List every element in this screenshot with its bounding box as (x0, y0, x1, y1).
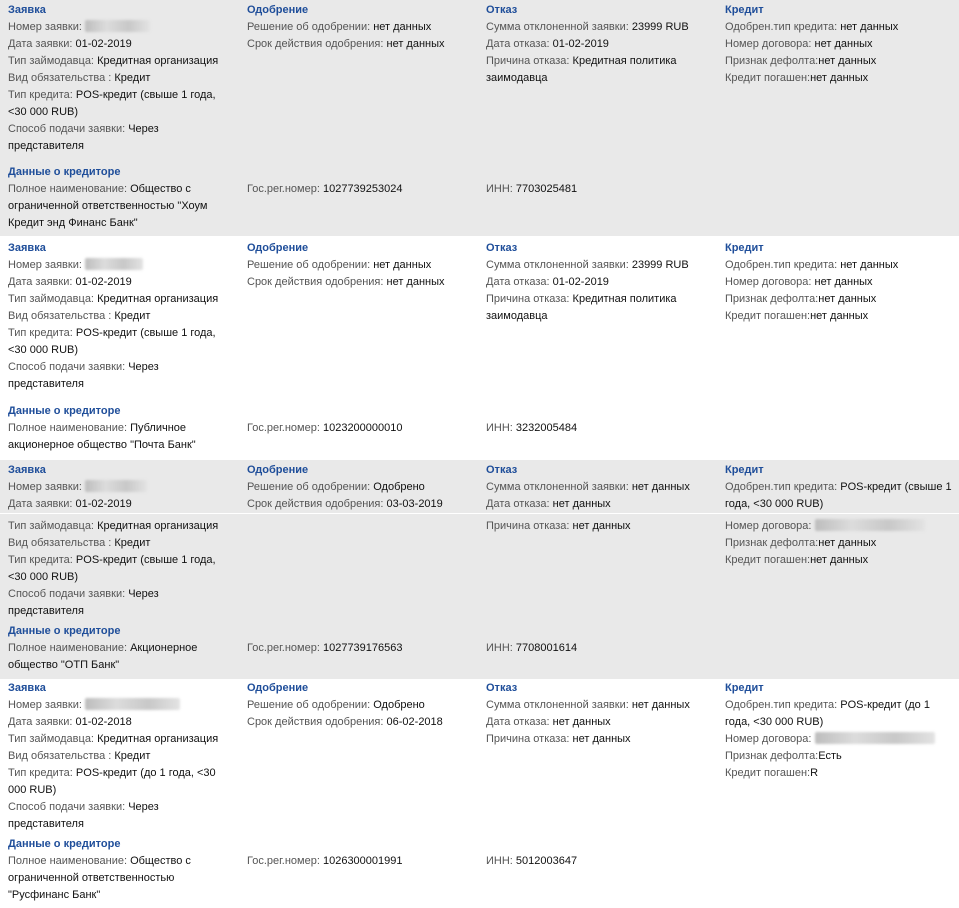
approved-credit-type: нет данных (840, 259, 899, 271)
default-flag: Есть (818, 750, 842, 762)
application-column (8, 240, 236, 393)
lender-type: Кредитная организация (97, 55, 219, 67)
inn-number: 7708001614 (515, 642, 578, 654)
application-heading: Заявка (8, 4, 46, 16)
lender-type-label: Тип займодавца: (8, 55, 94, 67)
credit-repaid-label: Кредит погашен: (725, 310, 811, 322)
credit-type: POS-кредит (свыше 1 года, <30 000 RUB) (8, 327, 216, 356)
creditor-section (8, 836, 236, 904)
creditor-section (8, 164, 236, 232)
lender-type-label: Тип займодавца: (8, 733, 94, 745)
submission-method: Через представителя (8, 801, 159, 830)
rejection-date: 01-02-2019 (552, 276, 609, 288)
approval-term: нет данных (386, 38, 445, 50)
state-reg-number: 1023200000010 (322, 422, 403, 434)
application-date: 01-02-2019 (75, 498, 132, 510)
creditor-name: Акционерное общество "ОТП Банк" (8, 642, 198, 671)
credit-heading: Кредит (725, 4, 764, 16)
redacted-application-number (85, 480, 147, 492)
credit-heading: Кредит (725, 242, 764, 254)
application-column (8, 2, 236, 155)
credit-repaid-label: Кредит погашен: (725, 767, 811, 779)
rejection-date-label: Дата отказа: (486, 498, 550, 510)
submission-method: Через представителя (8, 588, 159, 617)
creditor-name-label: Полное наименование: (8, 855, 128, 867)
credit-column (725, 680, 953, 782)
approval-column (247, 240, 475, 291)
application-heading: Заявка (8, 682, 46, 694)
approval-heading: Одобрение (247, 4, 309, 16)
contract-number-label: Номер договора: (725, 276, 812, 288)
approval-term-label: Срок действия одобрения: (247, 38, 384, 50)
submission-method: Через представителя (8, 361, 159, 390)
approved-credit-type: нет данных (840, 21, 899, 33)
obligation-kind-label: Вид обязательства : (8, 310, 112, 322)
rejection-heading: Отказ (486, 4, 518, 16)
credit-type-label: Тип кредита: (8, 89, 73, 101)
approval-heading: Одобрение (247, 682, 309, 694)
credit-repaid: нет данных (810, 72, 869, 84)
rejection-reason: нет данных (572, 520, 631, 532)
approval-term: 03-03-2019 (386, 498, 443, 510)
application-date-label: Дата заявки: (8, 498, 73, 510)
redacted-application-number (85, 698, 180, 710)
approved-credit-type: POS-кредит (до 1 года, <30 000 RUB) (725, 699, 930, 728)
rejection-reason: Кредитная политика заимодавца (486, 55, 677, 84)
state-reg-label: Гос.рег.номер: (247, 183, 320, 195)
rejection-date: нет данных (552, 716, 611, 728)
contract-number-label: Номер договора: (725, 520, 812, 532)
rejection-reason-label: Причина отказа: (486, 293, 570, 305)
approved-credit-type-label: Одобрен.тип кредита: (725, 259, 838, 271)
approval-decision-label: Решение об одобрении: (247, 21, 371, 33)
creditor-section (8, 403, 236, 454)
rejection-column (486, 2, 714, 87)
contract-number-label: Номер договора: (725, 733, 812, 745)
inn-number: 5012003647 (515, 855, 578, 867)
approval-term-label: Срок действия одобрения: (247, 276, 384, 288)
obligation-kind-label: Вид обязательства : (8, 537, 112, 549)
approval-term-label: Срок действия одобрения: (247, 498, 384, 510)
obligation-kind: Кредит (114, 72, 151, 84)
default-flag-label: Признак дефолта: (725, 55, 819, 67)
rejection-column (486, 240, 714, 325)
creditor-name: Публичное акционерное общество "Почта Банк" (8, 422, 196, 451)
rejection-reason-label: Причина отказа: (486, 55, 570, 67)
state-reg-label: Гос.рег.номер: (247, 642, 320, 654)
approved-credit-type-label: Одобрен.тип кредита: (725, 699, 838, 711)
contract-number: нет данных (814, 276, 873, 288)
rejection-date: нет данных (552, 498, 611, 510)
rejection-heading: Отказ (486, 682, 518, 694)
approval-column (247, 680, 475, 731)
creditor-name: Общество с ограниченной ответственностью "Русфинанс Банк" (8, 855, 191, 901)
rejection-reason-label: Причина отказа: (486, 733, 570, 745)
submission-method-label: Способ подачи заявки: (8, 123, 126, 135)
application-date-label: Дата заявки: (8, 716, 73, 728)
inn-number: 7703025481 (515, 183, 578, 195)
credit-repaid-label: Кредит погашен: (725, 554, 811, 566)
credit-type: POS-кредит (свыше 1 года, <30 000 RUB) (8, 89, 216, 118)
creditor-heading: Данные о кредиторе (8, 166, 121, 178)
approval-column (247, 462, 475, 513)
approved-credit-type: POS-кредит (свыше 1 года, <30 000 RUB) (725, 481, 952, 510)
application-date-label: Дата заявки: (8, 38, 73, 50)
obligation-kind: Кредит (114, 537, 151, 549)
application-number-label: Номер заявки: (8, 21, 82, 33)
credit-column (725, 240, 953, 325)
application-number-label: Номер заявки: (8, 481, 82, 493)
application-date: 01-02-2018 (75, 716, 132, 728)
credit-repaid: R (810, 767, 819, 779)
approval-term-label: Срок действия одобрения: (247, 716, 384, 728)
contract-number-label: Номер договора: (725, 38, 812, 50)
default-flag: нет данных (818, 55, 877, 67)
rejection-date-label: Дата отказа: (486, 38, 550, 50)
credit-type-label: Тип кредита: (8, 767, 73, 779)
application-heading: Заявка (8, 242, 46, 254)
rejected-amount: нет данных (631, 699, 690, 711)
rejected-amount: 23999 RUB (631, 259, 689, 271)
credit-repaid-label: Кредит погашен: (725, 72, 811, 84)
credit-repaid: нет данных (810, 310, 869, 322)
creditor-section (8, 623, 236, 674)
redacted-application-number (85, 20, 150, 32)
credit-record-2 (0, 236, 959, 460)
rejected-amount-label: Сумма отклоненной заявки: (486, 21, 629, 33)
approval-decision: Одобрено (373, 699, 425, 711)
application-heading: Заявка (8, 464, 46, 476)
obligation-kind: Кредит (114, 310, 151, 322)
rejection-date-label: Дата отказа: (486, 276, 550, 288)
creditor-heading: Данные о кредиторе (8, 625, 121, 637)
lender-type: Кредитная организация (97, 293, 219, 305)
rejected-amount-label: Сумма отклоненной заявки: (486, 699, 629, 711)
approval-decision: Одобрено (373, 481, 425, 493)
application-column (8, 680, 236, 833)
approval-decision-label: Решение об одобрении: (247, 259, 371, 271)
lender-type: Кредитная организация (97, 520, 219, 532)
state-reg-label: Гос.рег.номер: (247, 422, 320, 434)
rejected-amount: нет данных (631, 481, 690, 493)
approved-credit-type-label: Одобрен.тип кредита: (725, 481, 838, 493)
state-reg-number: 1027739176563 (322, 642, 403, 654)
inn-label: ИНН: (486, 642, 513, 654)
approval-decision-label: Решение об одобрении: (247, 699, 371, 711)
default-flag-label: Признак дефолта: (725, 750, 819, 762)
redacted-contract-number (815, 519, 925, 531)
rejection-date: 01-02-2019 (552, 38, 609, 50)
state-reg-number: 1026300001991 (322, 855, 403, 867)
approved-credit-type-label: Одобрен.тип кредита: (725, 21, 838, 33)
credit-type: POS-кредит (до 1 года, <30 000 RUB) (8, 767, 216, 796)
credit-record-4 (0, 679, 959, 908)
credit-type-label: Тип кредита: (8, 554, 73, 566)
approval-decision: нет данных (373, 259, 432, 271)
creditor-name: Общество с ограниченной ответственностью "Хоум Кредит энд Финанс Банк" (8, 183, 208, 229)
obligation-kind-label: Вид обязательства : (8, 750, 112, 762)
submission-method: Через представителя (8, 123, 159, 152)
approval-heading: Одобрение (247, 242, 309, 254)
application-column (8, 462, 236, 620)
rejection-date-label: Дата отказа: (486, 716, 550, 728)
state-reg-label: Гос.рег.номер: (247, 855, 320, 867)
rejection-reason: Кредитная политика заимодавца (486, 293, 677, 322)
approval-term: нет данных (386, 276, 445, 288)
state-reg-number: 1027739253024 (322, 183, 403, 195)
approval-column (247, 2, 475, 53)
inn-number: 3232005484 (515, 422, 578, 434)
obligation-kind: Кредит (114, 750, 151, 762)
default-flag: нет данных (818, 537, 877, 549)
default-flag-label: Признак дефолта: (725, 293, 819, 305)
rejected-amount: 23999 RUB (631, 21, 689, 33)
rejected-amount-label: Сумма отклоненной заявки: (486, 259, 629, 271)
submission-method-label: Способ подачи заявки: (8, 801, 126, 813)
redacted-contract-number (815, 732, 935, 744)
approval-decision-label: Решение об одобрении: (247, 481, 371, 493)
lender-type: Кредитная организация (97, 733, 219, 745)
creditor-heading: Данные о кредиторе (8, 405, 121, 417)
rejected-amount-label: Сумма отклоненной заявки: (486, 481, 629, 493)
lender-type-label: Тип займодавца: (8, 520, 94, 532)
credit-heading: Кредит (725, 464, 764, 476)
rejection-column (486, 462, 714, 535)
rejection-reason-label: Причина отказа: (486, 520, 570, 532)
lender-type-label: Тип займодавца: (8, 293, 94, 305)
credit-record-1 (0, 0, 959, 236)
credit-record-3 (0, 460, 959, 679)
default-flag: нет данных (818, 293, 877, 305)
contract-number: нет данных (814, 38, 873, 50)
credit-type: POS-кредит (свыше 1 года, <30 000 RUB) (8, 554, 216, 583)
rejection-heading: Отказ (486, 464, 518, 476)
application-date: 01-02-2019 (75, 276, 132, 288)
credit-repaid: нет данных (810, 554, 869, 566)
credit-heading: Кредит (725, 682, 764, 694)
rejection-heading: Отказ (486, 242, 518, 254)
rejection-reason: нет данных (572, 733, 631, 745)
inn-label: ИНН: (486, 422, 513, 434)
redacted-application-number (85, 258, 143, 270)
application-number-label: Номер заявки: (8, 699, 82, 711)
approval-decision: нет данных (373, 21, 432, 33)
application-date-label: Дата заявки: (8, 276, 73, 288)
inn-label: ИНН: (486, 855, 513, 867)
creditor-heading: Данные о кредиторе (8, 838, 121, 850)
inn-label: ИНН: (486, 183, 513, 195)
rejection-column (486, 680, 714, 748)
application-number-label: Номер заявки: (8, 259, 82, 271)
obligation-kind-label: Вид обязательства : (8, 72, 112, 84)
credit-column (725, 2, 953, 87)
default-flag-label: Признак дефолта: (725, 537, 819, 549)
creditor-name-label: Полное наименование: (8, 183, 128, 195)
credit-column (725, 462, 953, 569)
creditor-name-label: Полное наименование: (8, 422, 128, 434)
application-date: 01-02-2019 (75, 38, 132, 50)
submission-method-label: Способ подачи заявки: (8, 588, 126, 600)
approval-term: 06-02-2018 (386, 716, 443, 728)
creditor-name-label: Полное наименование: (8, 642, 128, 654)
submission-method-label: Способ подачи заявки: (8, 361, 126, 373)
credit-type-label: Тип кредита: (8, 327, 73, 339)
approval-heading: Одобрение (247, 464, 309, 476)
